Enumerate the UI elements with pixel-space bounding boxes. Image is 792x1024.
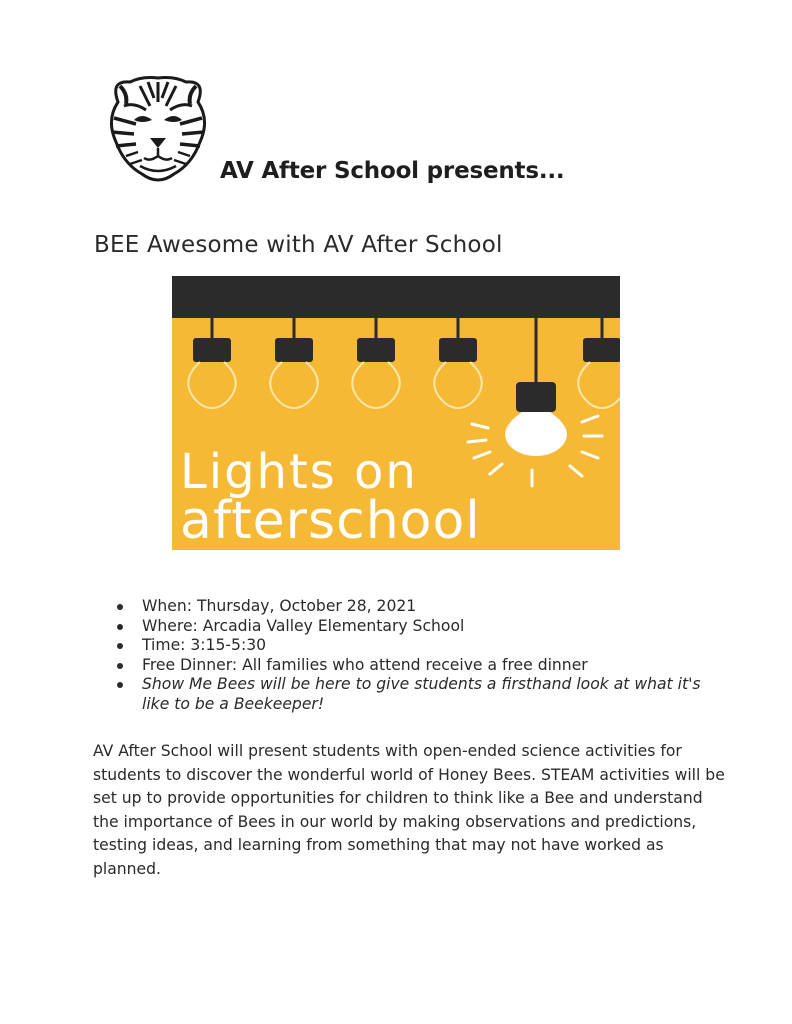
banner-line-2: afterschool bbox=[180, 491, 481, 550]
detail-bees: Show Me Bees will be here to give students a firsthand look at what it's like to be a Beekeeper! bbox=[112, 675, 732, 714]
event-details-list bbox=[112, 597, 732, 714]
detail-time: Time: 3:15-5:30 bbox=[112, 636, 732, 656]
detail-when: When: Thursday, October 28, 2021 bbox=[112, 597, 732, 617]
event-description: AV After School will present students with open-ended science activities for students to discover the wonderful world of Honey Bees. STEAM activities will be set up to provide opportunities for children to think like a Bee and understand the importance of Bees in our world by making observations and predictions, testing ideas, and learning from something that may not have worked as planned. bbox=[93, 742, 725, 878]
detail-dinner: Free Dinner: All families who attend receive a free dinner bbox=[112, 656, 732, 676]
detail-where: Where: Arcadia Valley Elementary School bbox=[112, 617, 732, 637]
presents-heading: AV After School presents... bbox=[220, 158, 565, 184]
lights-on-banner bbox=[172, 276, 620, 550]
event-title: BEE Awesome with AV After School bbox=[94, 232, 503, 258]
tiger-head-icon bbox=[100, 72, 216, 182]
banner-line-1: Lights on bbox=[180, 444, 418, 500]
